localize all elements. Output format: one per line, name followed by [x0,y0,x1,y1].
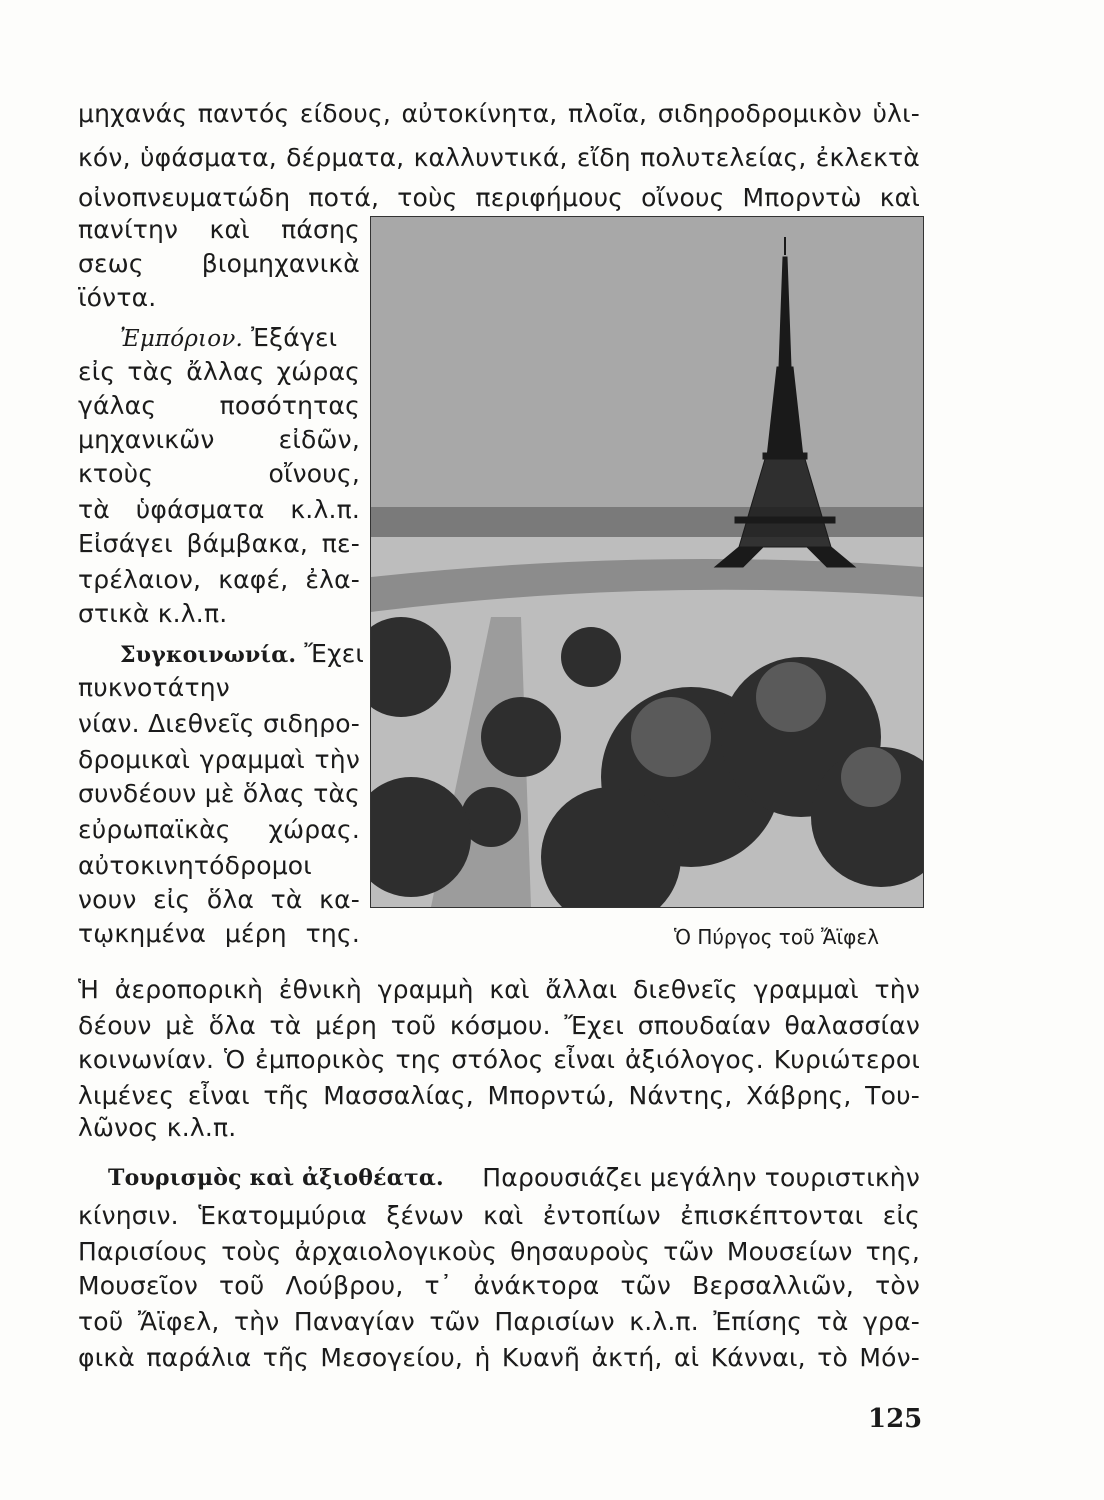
text-line: οἰνοπνευματώδη ποτά, τοὺς περιφήμους οἴνους Μπορντὼ καὶ [78,183,920,212]
text-line: φικὰ παράλια τῆς Μεσογείου, ἡ Κυανῆ ἀκτή, αἱ Κάνναι, τὸ Μόν- [78,1343,920,1372]
text-line: κόν, ὑφάσματα, δέρματα, καλλυντικά, εἴδη πολυτελείας, ἐκλεκτὰ [78,143,920,172]
communication-first-rest: Ἔχει [304,639,365,668]
commerce-first-rest: Ἐξάγει [251,323,338,352]
text-line: Παρισίους τοὺς ἀρχαιολογικοὺς θησαυροὺς τῶν Μουσείων της, [78,1237,920,1266]
text-line: τοῦ Ἄϊφελ, τὴν Παναγίαν τῶν Παρισίων κ.λ.π. Ἐπίσης τὰ γρα- [78,1307,920,1336]
tourism-first-line [108,1160,920,1196]
text-line: δρομικαὶ γραμμαὶ τὴν [78,745,360,774]
text-line: Ἡ ἀεροπορικὴ ἐθνικὴ γραμμὴ καὶ ἄλλαι διεθνεῖς γραμμαὶ τὴν [78,975,920,1004]
text-line: μηχανικῶν εἰδῶν, [78,425,360,454]
eiffel-tower-photo [370,216,924,908]
text-line: δέουν μὲ ὅλα τὰ μέρη τοῦ κόσμου. Ἔχει σπουδαίαν θαλασσίαν [78,1011,920,1040]
text-line: λῶνος κ.λ.π. [78,1113,237,1142]
photo-caption: Ὁ Πύργος τοῦ Ἄϊφελ [674,925,879,949]
text-line: σεως βιομηχανικὰ [78,249,360,278]
text-line: μηχανάς παντός είδους, αὐτοκίνητα, πλοῖα, σιδηροδρομικὸν ὑλι- [78,99,920,128]
text-line: γάλας ποσότητας [78,391,360,420]
text-line: τῳκημένα μέρη της. [78,919,360,948]
communication-heading: Συγκοινωνία. [120,642,297,668]
text-line: Μουσεῖον τοῦ Λούβρου, τ᾿ ἀνάκτορα τῶν Βερσαλλιῶν, τὸν [78,1271,920,1300]
commerce-first-line [120,320,360,357]
text-line: τὰ ὑφάσματα κ.λ.π. [78,495,360,524]
text-line: συνδέουν μὲ ὅλας τὰς [78,779,360,808]
text-line: λιμένες εἶναι τῆς Μασσαλίας, Μπορντώ, Νάντης, Χάβρης, Του- [78,1081,920,1110]
text-line: νίαν. Διεθνεῖς σιδηρο- [78,709,360,738]
text-line: κίνησιν. Ἑκατομμύρια ξένων καὶ ἐντοπίων ἐπισκέπτονται εἰς [78,1201,920,1230]
text-line: τρέλαιον, καφέ, ἐλα- [78,565,360,594]
text-line: ϊόντα. [78,283,157,312]
text-line: πανίτην καὶ πάσης [78,215,360,244]
text-line: κτοὺς οἴνους, [78,459,360,488]
text-line: νουν εἰς ὅλα τὰ κα- [78,885,360,914]
tourism-heading: Τουρισμὸς καὶ ἀξιοθέατα. [108,1165,444,1191]
communication-first-line [120,636,365,673]
tourism-first-rest: Παρουσιάζει μεγάλην τουριστικὴν [482,1163,920,1192]
text-line: στικὰ κ.λ.π. [78,599,228,628]
text-line: εἰς τὰς ἄλλας χώρας [78,357,360,386]
eiffel-tower-illustration [371,217,923,907]
commerce-heading: Ἐμπόριον. [120,326,244,352]
text-line: αὐτοκινητόδρομοι [78,851,312,880]
text-line: πυκνοτάτην [78,673,230,702]
text-line: εὐρωπαϊκὰς χώρας. [78,815,360,844]
text-line: Εἰσάγει βάμβακα, πε- [78,529,360,558]
text-line: κοινωνίαν. Ὁ ἐμπορικὸς της στόλος εἶναι ἀξιόλογος. Κυριώτεροι [78,1045,920,1074]
page-number: 125 [868,1404,923,1434]
